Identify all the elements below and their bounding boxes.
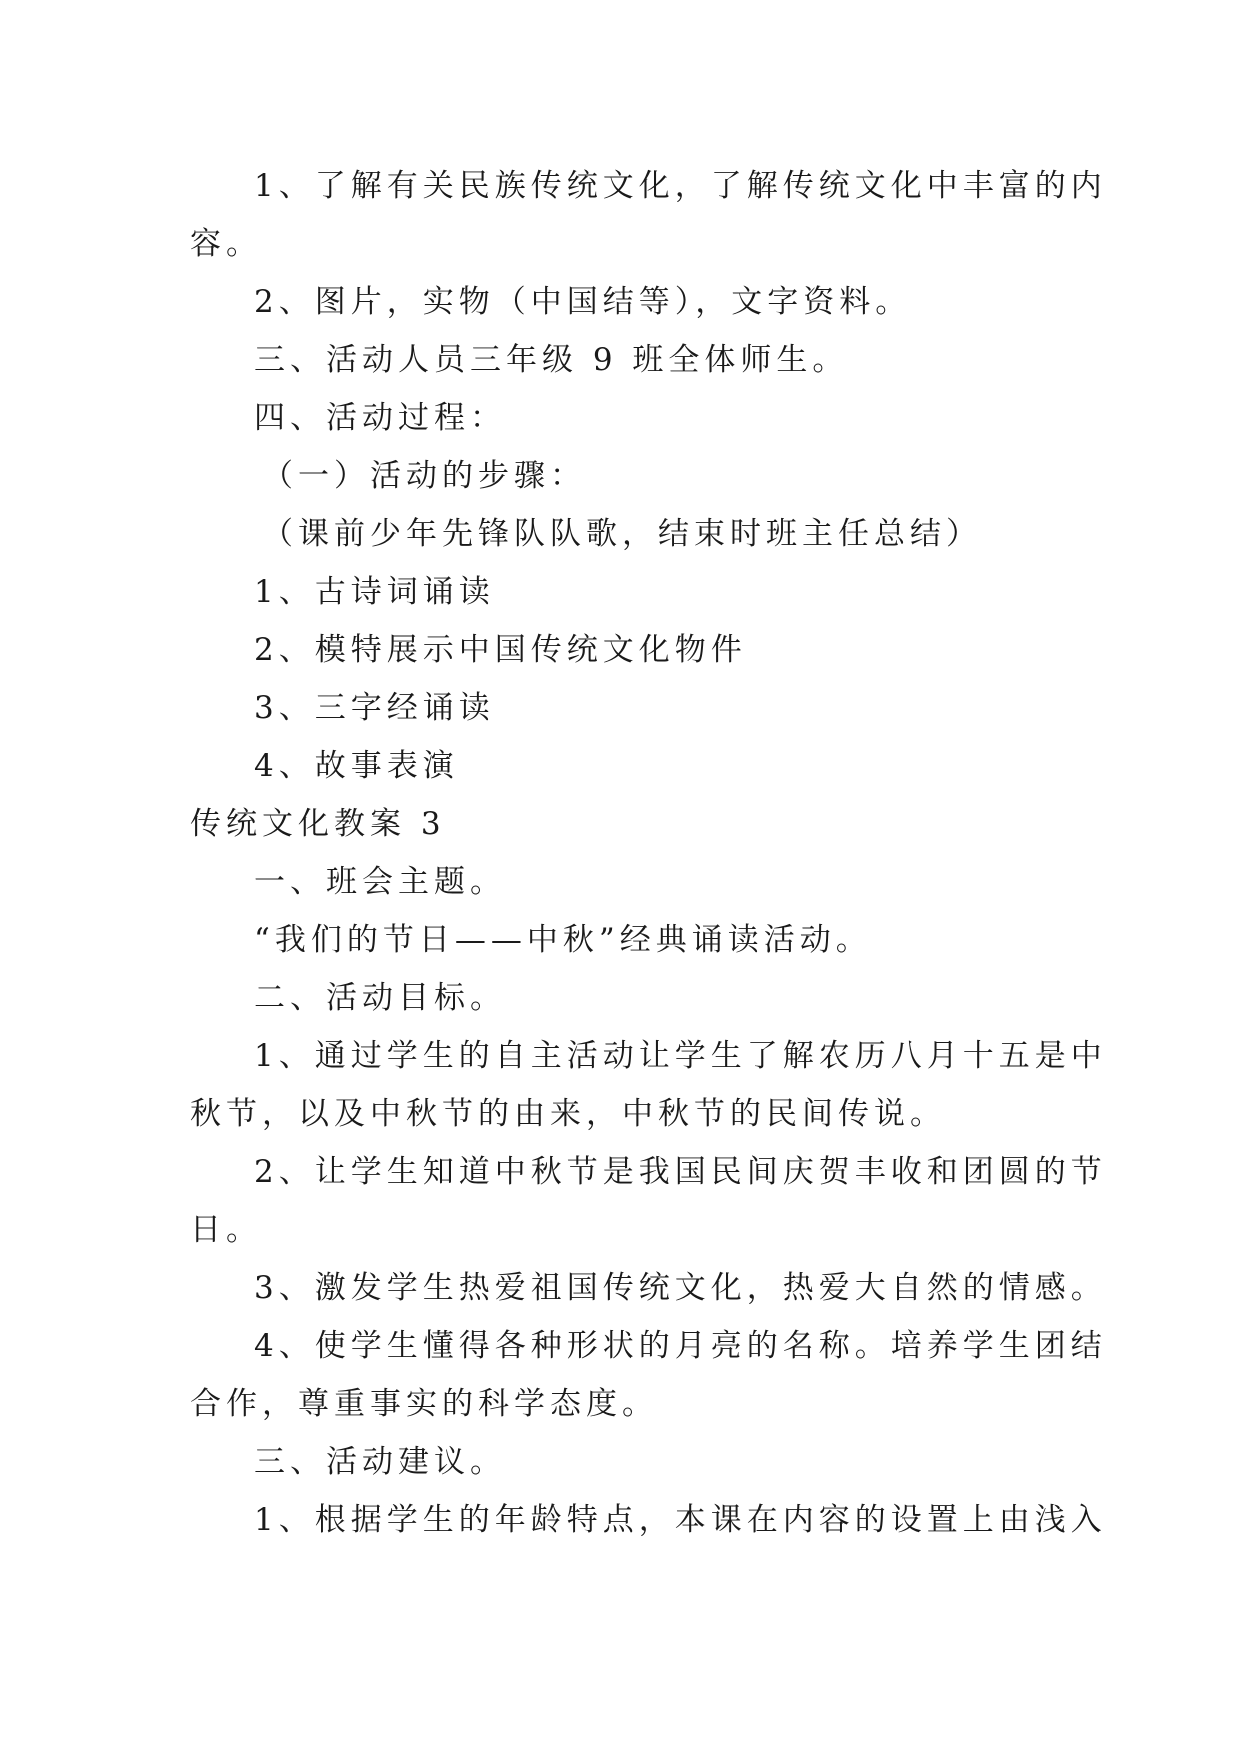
paragraph-line: 2、图片，实物（中国结等），文字资料。 bbox=[254, 284, 912, 320]
paragraph-line: 合作，尊重事实的科学态度。 bbox=[190, 1386, 658, 1422]
paragraph-line: “我们的节日——中秋”经典诵读活动。 bbox=[254, 922, 872, 958]
paragraph-line: 秋节，以及中秋节的由来，中秋节的民间传说。 bbox=[190, 1096, 946, 1132]
subsection-heading: （一）活动的步骤： bbox=[262, 458, 586, 494]
section-heading: 四、活动过程： bbox=[254, 400, 506, 436]
paragraph-line: 4、使学生懂得各种形状的月亮的名称。培养学生团结 bbox=[254, 1328, 1107, 1364]
paragraph-line: 1、通过学生的自主活动让学生了解农历八月十五是中 bbox=[254, 1038, 1107, 1074]
section-heading: 一、班会主题。 bbox=[254, 864, 506, 900]
list-item: 3、三字经诵读 bbox=[254, 690, 495, 726]
paragraph-line: 1、根据学生的年龄特点，本课在内容的设置上由浅入 bbox=[254, 1502, 1107, 1538]
paragraph-line: 1、了解有关民族传统文化，了解传统文化中丰富的内 bbox=[254, 168, 1107, 204]
paragraph-line: 日。 bbox=[190, 1212, 262, 1248]
paragraph-line: （课前少年先锋队队歌，结束时班主任总结） bbox=[262, 516, 982, 552]
paragraph-line: 容。 bbox=[190, 226, 262, 262]
section-heading: 二、活动目标。 bbox=[254, 980, 506, 1016]
document-heading: 传统文化教案 3 bbox=[190, 806, 446, 842]
paragraph-line: 2、让学生知道中秋节是我国民间庆贺丰收和团圆的节 bbox=[254, 1154, 1107, 1190]
list-item: 4、故事表演 bbox=[254, 748, 459, 784]
list-item: 2、模特展示中国传统文化物件 bbox=[254, 632, 747, 668]
paragraph-line: 3、激发学生热爱祖国传统文化，热爱大自然的情感。 bbox=[254, 1270, 1107, 1306]
paragraph-line: 三、活动人员三年级 9 班全体师生。 bbox=[254, 342, 849, 378]
list-item: 1、古诗词诵读 bbox=[254, 574, 495, 610]
section-heading: 三、活动建议。 bbox=[254, 1444, 506, 1480]
